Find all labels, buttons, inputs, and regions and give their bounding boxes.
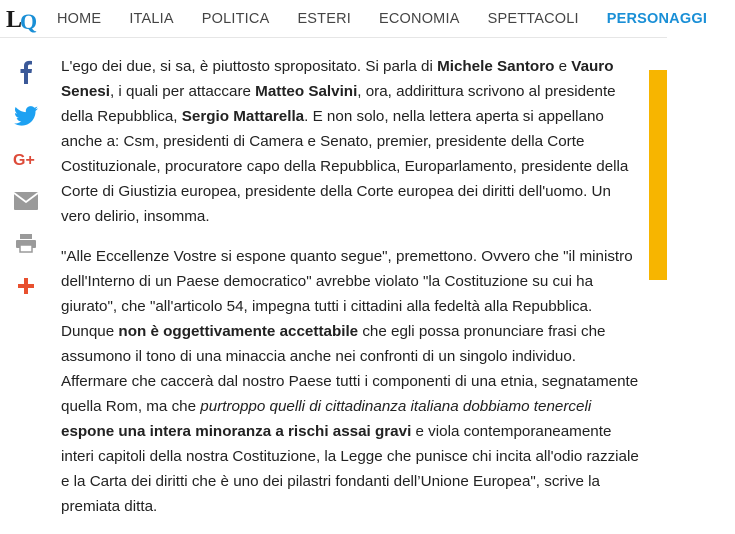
text: "Alle Eccellenze Vostre si espone quanto segue", premettono. Ovvero che "il ministro dell'Interno di un Paese democratico" avrebbe violato "la Costituzione su cui ha giurato", che "all'articolo 54, impegna tutti i cittadini alla fedeltà alla Repubblica. Dunque	[61, 248, 633, 340]
print-icon	[16, 234, 36, 252]
twitter-icon	[14, 106, 38, 126]
bold-text: non è oggettivamente accettabile	[118, 323, 359, 340]
paragraph-1	[61, 54, 639, 229]
google-plus-icon	[13, 151, 39, 167]
person-name: Michele Santoro	[437, 58, 555, 75]
svg-text:L: L	[6, 7, 23, 33]
article-body	[61, 54, 639, 534]
person-name: Sergio Mattarella	[181, 108, 305, 125]
svg-text:G+: G+	[13, 152, 35, 169]
nav-esteri[interactable]: ESTERI	[297, 11, 352, 27]
text: e	[554, 58, 572, 75]
italic-quote: purtroppo quelli di cittadinanza italiana dobbiamo tenerceli	[200, 398, 592, 415]
text: L'ego dei due, si sa, è piuttosto spropositato. Si parla di	[61, 58, 438, 75]
print-button[interactable]	[12, 229, 40, 257]
svg-text:Q: Q	[20, 9, 38, 34]
paragraph-2	[61, 244, 639, 519]
nav-politica[interactable]: POLITICA	[201, 11, 270, 27]
nav-home[interactable]: HOME	[57, 11, 102, 27]
site-logo[interactable]	[6, 6, 46, 32]
more-share-button[interactable]	[12, 272, 40, 300]
person-name: Vauro Senesi	[61, 58, 614, 100]
nav-personaggi[interactable]: PERSONAGGI	[606, 11, 708, 27]
top-navigation-bar	[0, 0, 708, 38]
email-icon	[14, 192, 38, 210]
nav-italia[interactable]: ITALIA	[129, 11, 174, 27]
google-plus-share-button[interactable]	[12, 145, 40, 173]
text: e viola contemporaneamente interi capitoli della nostra Costituzione, la Legge che punisce chi incita all'odio razziale e la Carta dei diritti che è uno dei pilastri fondanti dell’Unione Europea", scrive la premiata ditta.	[61, 423, 639, 515]
nav-economia[interactable]: ECONOMIA	[379, 11, 460, 27]
text: che egli possa pronunciare frasi che assumono il tono di una minaccia anche nei confronti di un singolo individuo. Affermare che caccerà dal nostro Paese tutti i componenti di una etnia, segnatamente quella Rom, ma che	[61, 323, 639, 415]
facebook-icon	[19, 60, 33, 84]
text: , i quali per attaccare	[109, 83, 256, 100]
facebook-share-button[interactable]	[12, 58, 40, 86]
more-icon	[18, 278, 34, 294]
person-name: Matteo Salvini	[255, 83, 358, 100]
bold-text: espone una intera minoranza a rischi assai gravi	[61, 423, 412, 440]
twitter-share-button[interactable]	[12, 102, 40, 130]
email-share-button[interactable]	[12, 187, 40, 215]
main-nav	[57, 0, 735, 38]
side-accent-bar	[649, 70, 667, 280]
text: . E non solo, nella lettera aperta si appellano anche a: Csm, presidenti di Camera e Senato, premier, presidente della Corte Costituzionale, procuratore capo della Repubblica, Europarlamento, presidente della Corte di Giustizia europea, presidente della Corte europea dei diritti dell'uomo. Un vero delirio, insomma.	[61, 108, 629, 225]
nav-spettacoli[interactable]: SPETTACOLI	[487, 11, 579, 27]
text: , ora, addirittura scrivono al presidente della Repubblica,	[61, 83, 616, 125]
